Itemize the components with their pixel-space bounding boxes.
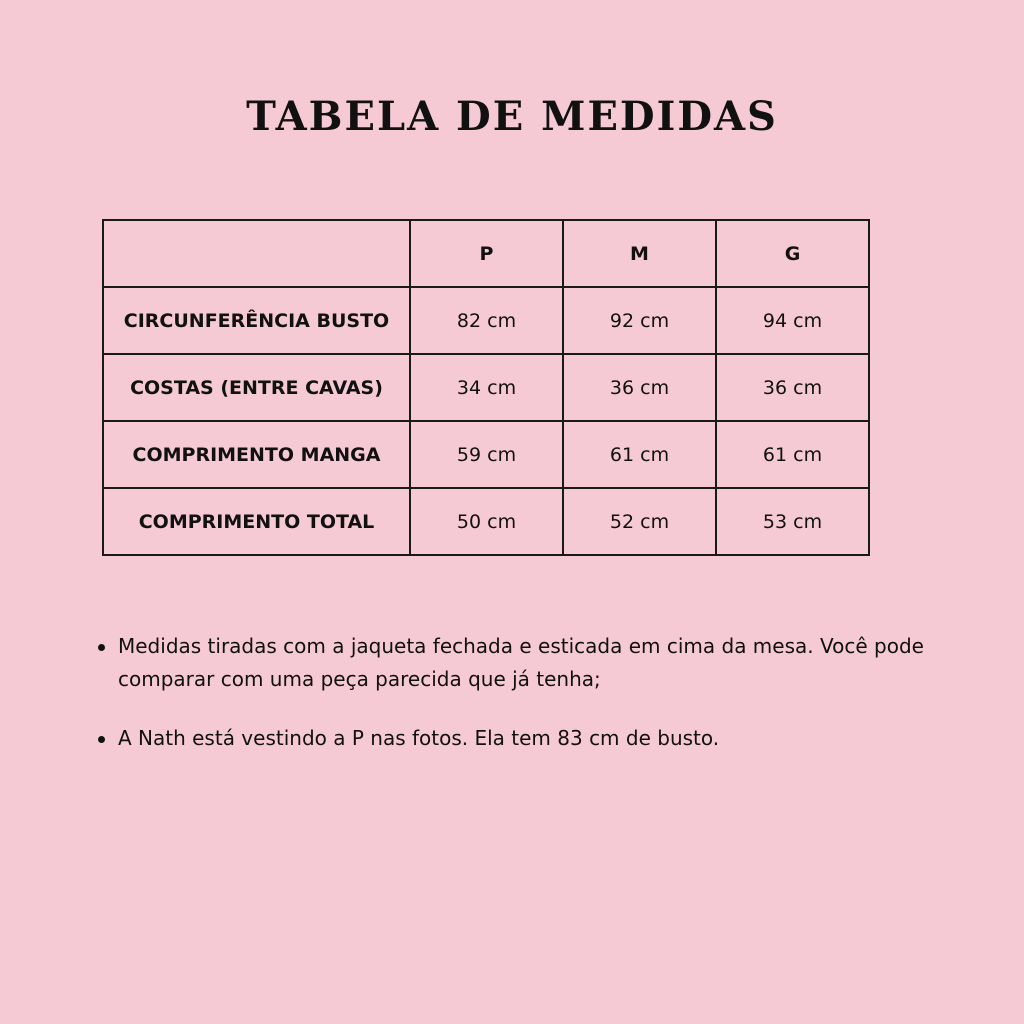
note-text: Medidas tiradas com a jaqueta fechada e esticada em cima da mesa. Você pode comparar com uma peça parecida que já tenha;	[118, 634, 924, 691]
table-cell: 36 cm	[716, 354, 869, 421]
table-corner-cell	[103, 220, 410, 287]
table-row	[103, 421, 869, 488]
bullet-icon	[98, 644, 105, 651]
table-cell: 61 cm	[716, 421, 869, 488]
notes-list	[96, 630, 976, 781]
table-row	[103, 287, 869, 354]
page-title: TABELA DE MEDIDAS	[246, 93, 778, 140]
table-cell: 50 cm	[410, 488, 563, 555]
table-row	[103, 488, 869, 555]
table-cell: 52 cm	[563, 488, 716, 555]
list-item	[96, 630, 976, 696]
size-header-p: P	[410, 220, 563, 287]
table-cell: 53 cm	[716, 488, 869, 555]
table-cell: 36 cm	[563, 354, 716, 421]
size-table	[102, 219, 870, 556]
row-label: COSTAS (ENTRE CAVAS)	[103, 354, 410, 421]
size-header-g: G	[716, 220, 869, 287]
table-header-row	[103, 220, 869, 287]
table-cell: 61 cm	[563, 421, 716, 488]
table-row	[103, 354, 869, 421]
table-cell: 82 cm	[410, 287, 563, 354]
row-label: CIRCUNFERÊNCIA BUSTO	[103, 287, 410, 354]
bullet-icon	[98, 736, 105, 743]
table-cell: 94 cm	[716, 287, 869, 354]
table-cell: 59 cm	[410, 421, 563, 488]
list-item	[96, 722, 976, 755]
table-cell: 92 cm	[563, 287, 716, 354]
row-label: COMPRIMENTO MANGA	[103, 421, 410, 488]
size-header-m: M	[563, 220, 716, 287]
table-cell: 34 cm	[410, 354, 563, 421]
note-text: A Nath está vestindo a P nas fotos. Ela tem 83 cm de busto.	[118, 726, 720, 750]
row-label: COMPRIMENTO TOTAL	[103, 488, 410, 555]
